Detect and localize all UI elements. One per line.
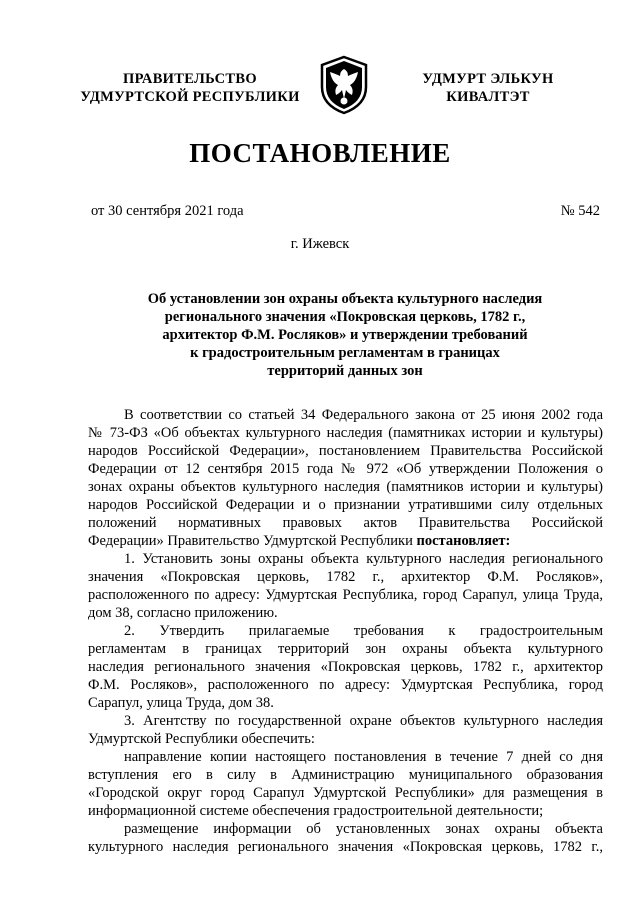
item-1-line: расположенного по адресу: Удмуртская Республика, город Сарапул, улица Труда, xyxy=(88,587,603,603)
item-2-line: регламентам в границах территорий зон охраны объекта культурного xyxy=(88,641,603,657)
item-2-line: наследия регионального значения «Покровская церковь, 1782 г., архитектор xyxy=(88,659,603,675)
document-subject xyxy=(100,290,590,380)
subitem-1-paragraph xyxy=(88,748,603,820)
subitem-2-line: культурного наследия регионального значения «Покровская церковь, 1782 г., xyxy=(88,839,603,855)
subject-line: архитектор Ф.М. Росляков» и утверждении требований xyxy=(162,327,528,343)
subitem-1-line: направление копии настоящего постановления в течение 7 дней со дня xyxy=(124,749,603,765)
preamble-line: № 73-ФЗ «Об объектах культурного наследия (памятниках истории и культуры) xyxy=(88,425,603,441)
coat-of-arms-icon xyxy=(318,55,370,115)
header-left-line-1: ПРАВИТЕЛЬСТВО xyxy=(123,71,257,87)
document-date: от 30 сентября 2021 года xyxy=(91,203,244,219)
item-3-line: Удмуртской Республики обеспечить: xyxy=(88,731,315,747)
item-2-paragraph xyxy=(88,622,603,712)
decree-word: постановляет xyxy=(416,533,506,549)
document-title: ПОСТАНОВЛЕНИЕ xyxy=(189,138,451,168)
header-government-ru xyxy=(70,70,310,106)
preamble-line: В соответствии со статьей 34 Федерального закона от 25 июня 2002 года xyxy=(124,407,603,423)
header-left-line-2: УДМУРТСКОЙ РЕСПУБЛИКИ xyxy=(80,89,300,105)
preamble-paragraph xyxy=(88,406,603,550)
preamble-line: народов Российской Федерации и о признании утратившими силу отдельных xyxy=(88,497,603,513)
subject-line: к градостроительным регламентам в границах xyxy=(190,345,500,361)
document-number: № 542 xyxy=(560,203,600,219)
subitem-2-line: размещение информации об установленных зонах охраны объекта xyxy=(124,821,603,837)
preamble-line: Федерации от 12 сентября 2015 года № 972 «Об утверждении Положения о xyxy=(88,461,603,477)
subject-line: регионального значения «Покровская церковь, 1782 г., xyxy=(164,309,526,325)
item-3-paragraph xyxy=(88,712,603,748)
preamble-line: положений нормативных правовых актов Правительства Российской xyxy=(88,515,603,531)
header-right-line-1: УДМУРТ ЭЛЬКУН xyxy=(422,71,554,87)
header-right-line-2: КИВАЛТЭТ xyxy=(446,89,530,105)
preamble-line: народов Российской Федерации», постановлением Правительства Российской xyxy=(88,443,603,459)
subitem-1-line: информационной системе обеспечения градостроительной деятельности; xyxy=(88,803,544,819)
item-1-paragraph xyxy=(88,550,603,622)
document-city: г. Ижевск xyxy=(290,236,350,252)
subject-line: Об установлении зон охраны объекта культурного наследия xyxy=(147,291,543,307)
preamble-last-text: Федерации» Правительство Удмуртской Республики xyxy=(88,533,417,549)
item-3-line: 3. Агентству по государственной охране объектов культурного наследия xyxy=(124,713,603,729)
header-government-udm xyxy=(388,70,588,106)
subject-line: территорий данных зон xyxy=(267,363,423,379)
preamble-last-line xyxy=(88,532,603,550)
item-2-line: 2. Утвердить прилагаемые требования к градостроительным xyxy=(124,623,603,639)
preamble-line: зонах охраны объектов культурного наследия (памятников истории и культуры) xyxy=(88,479,603,495)
item-2-line: Сарапул, улица Труда, дом 38. xyxy=(88,695,274,711)
subitem-1-line: вступления его в силу в Администрацию муниципального образования xyxy=(88,767,603,783)
item-1-line: 1. Установить зоны охраны объекта культурного наследия регионального xyxy=(124,551,603,567)
item-1-line: дом 38, согласно приложению. xyxy=(88,605,278,621)
item-1-line: значения «Покровская церковь, 1782 г., архитектор Ф.М. Росляков», xyxy=(88,569,603,585)
subitem-1-line: «Городской округ город Сарапул Удмуртской Республики» для размещения в xyxy=(88,785,603,801)
document-body xyxy=(88,406,603,856)
decree-colon: : xyxy=(505,533,511,549)
item-2-line: Ф.М. Росляков», расположенного по адресу: Удмуртская Республика, город xyxy=(88,677,603,693)
subitem-2-paragraph xyxy=(88,820,603,856)
